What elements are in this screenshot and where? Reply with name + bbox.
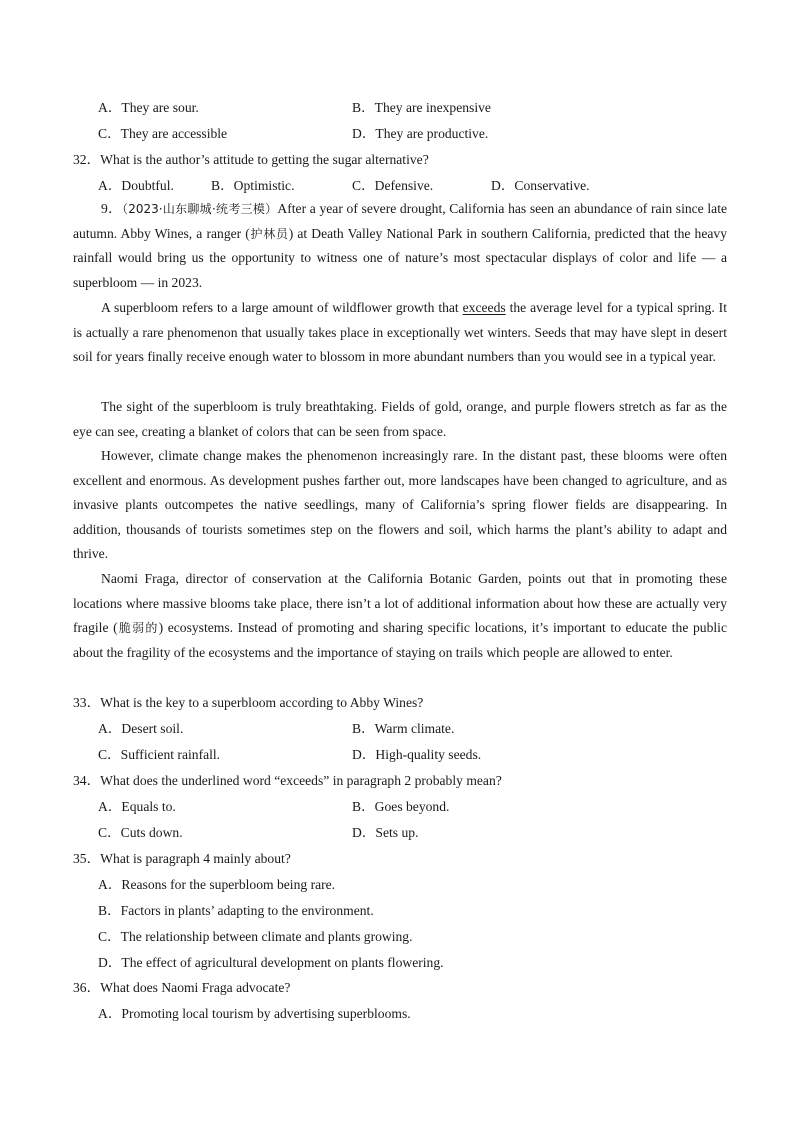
q32-option-a — [98, 174, 174, 194]
option-letter: C． — [98, 929, 121, 944]
option-text: Desert soil. — [121, 721, 184, 736]
passage-paragraph-2 — [73, 296, 727, 370]
option-text: Sets up. — [375, 825, 419, 840]
option-letter: A． — [98, 1006, 122, 1021]
option-letter: B． — [98, 903, 121, 918]
option-text: Reasons for the superbloom being rare. — [121, 877, 336, 892]
option-letter: A． — [98, 178, 122, 193]
option-letter: C． — [352, 178, 375, 193]
q31-option-b — [352, 96, 491, 116]
passage-paragraph-5 — [73, 567, 727, 665]
option-text: High-quality seeds. — [375, 747, 482, 762]
option-letter: D． — [98, 955, 122, 970]
option-text: Doubtful. — [121, 178, 174, 193]
q36-option-a — [98, 1002, 411, 1022]
p1-text-b: ) at Death Valley National Park in southern California, predicted that the heavy rainfall would bring us the opportunity to witness one of nature’s most spectacular displays of color and life — a superbloom — in 2023. — [73, 225, 728, 290]
option-text: Equals to. — [121, 799, 176, 814]
option-text: Sufficient rainfall. — [120, 747, 221, 762]
option-letter: C． — [98, 747, 121, 762]
p5-text-b: ) ecosystems. Instead of promoting and sharing specific locations, it’s important to educate the public about the fragility of the ecosystems and the importance of staying on trails which people are allowed to enter. — [73, 620, 727, 660]
q33-option-a — [98, 717, 183, 737]
q32-option-b — [211, 174, 294, 194]
q32-stem: 32．What is the author’s attitude to getting the sugar alternative? — [73, 152, 429, 167]
q34-stem: 34．What does the underlined word “exceeds” in paragraph 2 probably mean? — [73, 773, 502, 788]
passage-number: 9． — [101, 201, 122, 216]
q33-option-b — [352, 717, 454, 737]
q35-option-c — [98, 925, 412, 945]
passage-source: （2023·山东聊城·统考三模） — [121, 202, 278, 216]
option-text: They are inexpensive — [374, 100, 491, 115]
p2-text-b: the average level for a typical spring. It is actually a rare phenomenon that usually takes place in exceptionally wet winters. Seeds that may have slept in desert soil for years finally receive enough water to blossom in more abundant numbers than you would see in a typical year. — [73, 300, 727, 365]
option-letter: B． — [211, 178, 234, 193]
option-text: Warm climate. — [374, 721, 455, 736]
p5-text-a: Naomi Fraga, director of conservation at the California Botanic Garden, points out that in promoting these locations where massive blooms take place, there isn’t a lot of additional information about how these are actually very fragile ( — [73, 571, 727, 636]
option-text: Factors in plants’ adapting to the environment. — [120, 903, 374, 918]
option-letter: A． — [98, 877, 122, 892]
q32-option-d — [491, 174, 590, 194]
q31-option-c — [98, 122, 227, 142]
option-letter: C． — [98, 126, 121, 141]
option-letter: B． — [352, 721, 375, 736]
option-text: They are productive. — [375, 126, 489, 141]
option-letter: C． — [98, 825, 121, 840]
option-letter: A． — [98, 799, 122, 814]
q33-option-d — [352, 743, 481, 763]
option-text: The relationship between climate and plants growing. — [120, 929, 413, 944]
option-letter: A． — [98, 100, 122, 115]
passage-paragraph-3: The sight of the superbloom is truly breathtaking. Fields of gold, orange, and purple flowers stretch as far as the eye can see, creating a blanket of colors that can be seen from space. — [73, 399, 727, 439]
option-letter: B． — [352, 100, 375, 115]
q34-option-d — [352, 821, 418, 841]
q31-option-d — [352, 122, 488, 142]
option-text: Promoting local tourism by advertising superblooms. — [121, 1006, 411, 1021]
q35-option-b — [98, 899, 374, 919]
q34-option-c — [98, 821, 183, 841]
option-text: They are accessible — [120, 126, 228, 141]
option-letter: D． — [352, 126, 376, 141]
p5-gloss: 脆弱的 — [117, 621, 159, 636]
option-text: Defensive. — [374, 178, 434, 193]
q36-stem: 36．What does Naomi Fraga advocate? — [73, 980, 291, 995]
passage-paragraph-4: However, climate change makes the phenomenon increasingly rare. In the distant past, these blooms were often excellent and enormous. As development pushes farther out, more landscapes have been changed to agriculture, and as invasive plants outcompetes the native seedlings, many of California’s spring flower fields are disappearing. In addition, thousands of tourists sometimes step on the flowers and soil, which harms the plant’s ability to adapt and thrive. — [73, 448, 727, 562]
q35-stem: 35．What is paragraph 4 mainly about? — [73, 851, 291, 866]
p1-gloss: 护林员 — [249, 226, 289, 241]
q33-option-c — [98, 743, 220, 763]
option-letter: A． — [98, 721, 122, 736]
option-text: Goes beyond. — [374, 799, 450, 814]
q34-option-a — [98, 795, 176, 815]
option-text: The effect of agricultural development on plants flowering. — [121, 955, 444, 970]
p2-text-a: A superbloom refers to a large amount of wildflower growth that — [101, 300, 463, 315]
q31-option-a — [98, 96, 199, 116]
q35-option-a — [98, 873, 335, 893]
option-text: Cuts down. — [120, 825, 183, 840]
option-text: Optimistic. — [233, 178, 295, 193]
passage-paragraph-1 — [73, 197, 727, 295]
option-letter: D． — [352, 825, 376, 840]
p1-text-a: After a year of severe drought, California has seen an abundance of rain since late autumn. Abby Wines, a ranger ( — [73, 201, 728, 241]
underlined-word: exceeds — [462, 300, 506, 315]
option-letter: D． — [352, 747, 376, 762]
option-letter: B． — [352, 799, 375, 814]
option-text: They are sour. — [121, 100, 199, 115]
q34-option-b — [352, 795, 449, 815]
q35-option-d — [98, 951, 444, 971]
q33-stem: 33．What is the key to a superbloom according to Abby Wines? — [73, 695, 424, 710]
option-letter: D． — [491, 178, 515, 193]
option-text: Conservative. — [514, 178, 590, 193]
q32-option-c — [352, 174, 433, 194]
